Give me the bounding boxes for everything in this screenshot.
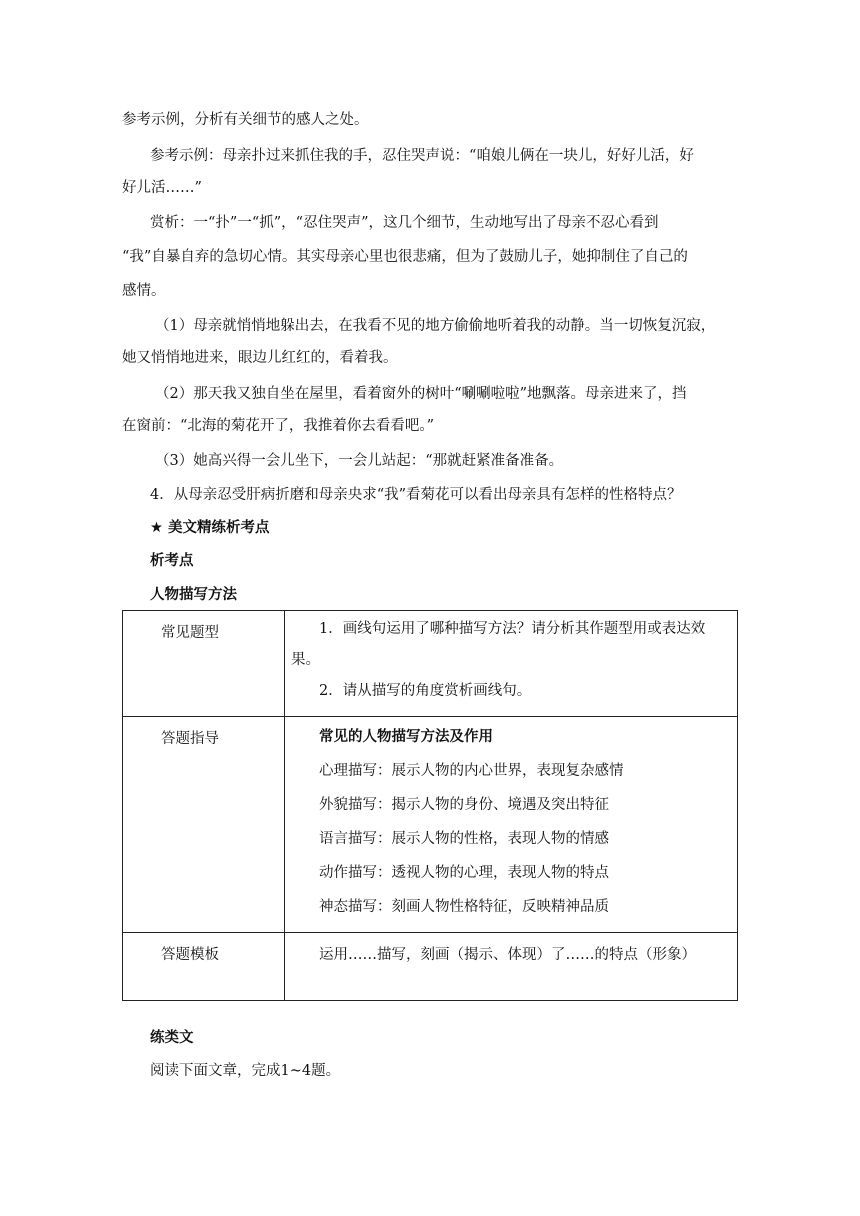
section-title: ★ 美文精练析考点 [150, 520, 270, 536]
answer-template: 运用……描写，刻画（揭示、体现）了……的特点（形象） [319, 947, 696, 963]
intro-paragraph: 参考示例，分析有关细节的感人之处。 [122, 112, 369, 128]
description-method-table [122, 610, 738, 1001]
guidance-item-expression: 神态描写：刻画人物性格特征，反映精神品质 [319, 899, 609, 915]
appreciation-line-3: 感情。 [122, 283, 166, 299]
guidance-item-action: 动作描写：透视人物的心理，表现人物的特点 [319, 865, 609, 881]
question-type-1b: 果。 [291, 652, 320, 668]
table-row [123, 717, 738, 933]
table-cell [123, 717, 285, 933]
row-label-template: 答题模板 [161, 947, 219, 963]
table-cell [123, 611, 285, 717]
question-type-2: 2．请从描写的角度赏析画线句。 [319, 683, 532, 699]
question-4: 4．从母亲忍受肝病折磨和母亲央求“我”看菊花可以看出母亲具有怎样的性格特点？ [150, 487, 682, 503]
row-label-guidance: 答题指导 [161, 731, 219, 747]
example-line-2: 好儿活……” [122, 180, 202, 196]
table-cell [285, 717, 738, 933]
practice-intro: 阅读下面文章，完成1~4题。 [150, 1063, 341, 1079]
item-2-line-2: 在窗前：“北海的菊花开了，我推着你去看看吧。” [122, 418, 435, 434]
table-cell [285, 933, 738, 1001]
appreciation-line-1: 赏析：一“扑”一“抓”，“忍住哭声”，这几个细节，生动地写出了母亲不忍心看到 [150, 215, 659, 231]
sub-title-analysis: 析考点 [150, 553, 194, 569]
guidance-item-appearance: 外貌描写：揭示人物的身份、境遇及突出特征 [319, 797, 609, 813]
sub-title-methods: 人物描写方法 [150, 587, 237, 603]
table-row [123, 611, 738, 717]
question-type-1a: 1．画线句运用了哪种描写方法？请分析其作题型用或表达效 [319, 621, 706, 637]
table-cell [285, 611, 738, 717]
example-line-1: 参考示例：母亲扑过来抓住我的手，忍住哭声说：“咱娘儿俩在一块儿，好好儿活，好 [150, 148, 694, 164]
guidance-heading: 常见的人物描写方法及作用 [319, 729, 493, 745]
table-cell [123, 933, 285, 1001]
item-2-line-1: （2）那天我又独自坐在屋里，看着窗外的树叶“唰唰啦啦”地飘落。母亲进来了，挡 [155, 386, 687, 402]
table-row [123, 933, 738, 1001]
practice-title: 练类文 [150, 1030, 194, 1046]
row-label-question-types: 常见题型 [161, 625, 219, 641]
guidance-item-language: 语言描写：展示人物的性格，表现人物的情感 [319, 831, 609, 847]
item-3: （3）她高兴得一会儿坐下，一会儿站起：“那就赶紧准备准备。 [155, 453, 564, 469]
guidance-item-psychology: 心理描写：展示人物的内心世界，表现复杂感情 [319, 763, 624, 779]
appreciation-line-2: “我”自暴自弃的急切心情。其实母亲心里也很悲痛，但为了鼓励儿子，她抑制住了自己的 [122, 249, 688, 265]
item-1-line-1: （1）母亲就悄悄地躲出去，在我看不见的地方偷偷地听着我的动静。当一切恢复沉寂， [155, 318, 716, 334]
item-1-line-2: 她又悄悄地进来，眼边儿红红的，看着我。 [122, 350, 398, 366]
